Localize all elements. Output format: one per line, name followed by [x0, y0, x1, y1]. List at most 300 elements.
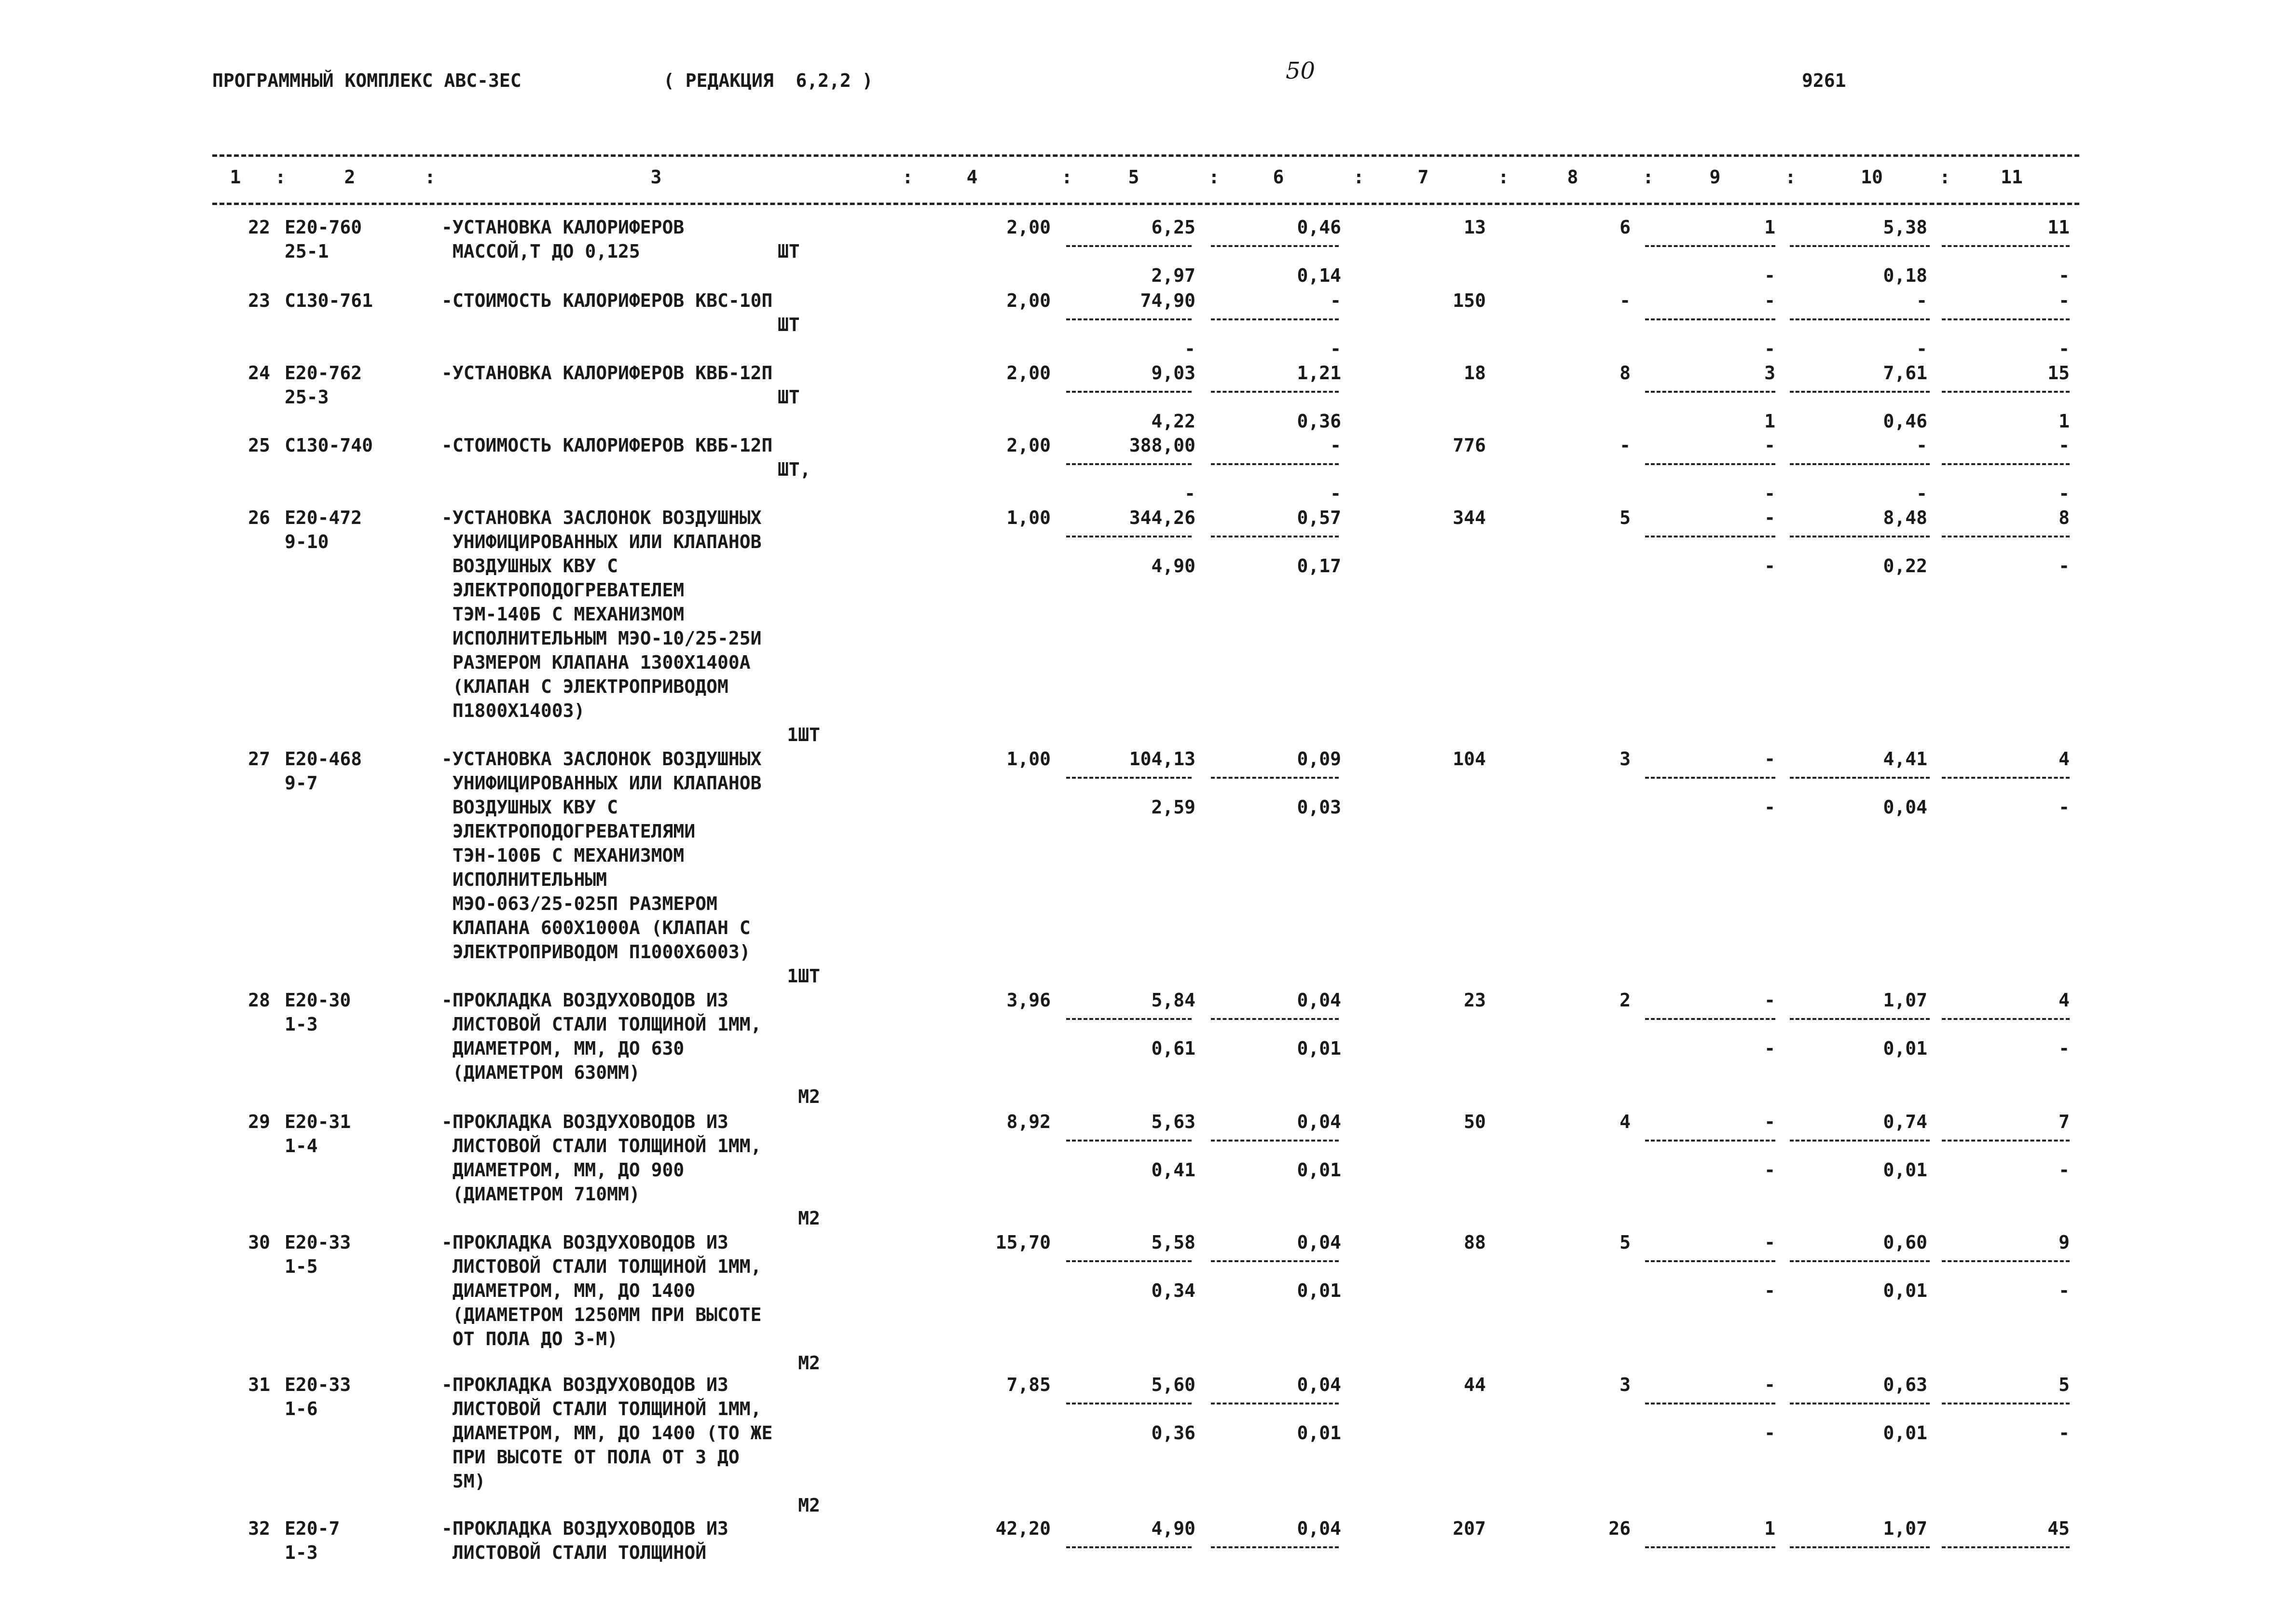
unit-cost-value: 5,58 [1151, 1232, 1195, 1253]
value-underline [1066, 536, 1192, 537]
work-description: ИСПОЛНИТЕЛЬНЫМ МЭО-10/25-25И [441, 628, 762, 649]
labor-sub-value: 0,18 [1883, 265, 1927, 286]
labor-total-sub-value: - [2059, 1038, 2070, 1059]
labor-total-value: 11 [2047, 217, 2070, 238]
unit-label: ШТ [778, 386, 800, 408]
value-underline [1790, 1260, 1930, 1262]
value-underline [1942, 1140, 2070, 1142]
machine-wage-value: - [1764, 435, 1775, 456]
column-header-7: 7 [1417, 166, 1429, 188]
unit-wage-value: 4,22 [1151, 411, 1195, 432]
work-description: ИСПОЛНИТЕЛЬНЫМ [441, 869, 607, 890]
quantity-value: 2,00 [1006, 435, 1051, 456]
value-underline [1790, 463, 1930, 465]
wage-value: 8 [1620, 362, 1631, 384]
labor-total-value: 9 [2059, 1232, 2070, 1253]
work-description: ЛИСТОВОЙ СТАЛИ ТОЛЩИНОЙ 1ММ, [441, 1256, 762, 1277]
labor-value: 5,38 [1883, 217, 1927, 238]
column-separator: : [1353, 166, 1364, 188]
unit-wage-value: 0,36 [1151, 1422, 1195, 1444]
unit-label: ШТ [778, 314, 800, 335]
machine-wage-sub-value: - [1764, 1038, 1775, 1059]
norm-code: Е20-472 [285, 507, 362, 528]
norm-code: Е20-33 [285, 1374, 351, 1395]
unit-label: М2 [798, 1086, 820, 1107]
machine-cost-value: - [1330, 435, 1341, 456]
labor-value: 8,48 [1883, 507, 1927, 528]
work-description: ДИАМЕТРОМ, ММ, ДО 1400 (ТО ЖЕ [441, 1422, 773, 1444]
machine-wage-unit-value: - [1330, 338, 1341, 359]
machine-wage-sub-value: - [1764, 1159, 1775, 1181]
column-separator: : [1061, 166, 1072, 188]
edition-label: ( РЕДАКЦИЯ 6,2,2 ) [663, 70, 873, 91]
value-underline [1645, 536, 1775, 537]
value-underline [1211, 463, 1339, 465]
work-description: КЛАПАНА 600Х1000А (КЛАПАН С [441, 917, 751, 938]
unit-wage-value: 4,90 [1151, 555, 1195, 577]
total-cost-value: 44 [1464, 1374, 1486, 1395]
machine-wage-sub-value: 1 [1764, 411, 1775, 432]
labor-total-value: 4 [2059, 748, 2070, 770]
machine-wage-value: 1 [1764, 217, 1775, 238]
value-underline [1942, 1260, 2070, 1262]
work-description: ЛИСТОВОЙ СТАЛИ ТОЛЩИНОЙ [441, 1542, 707, 1563]
unit-cost-value: 5,60 [1151, 1374, 1195, 1395]
column-header-1: 1 [230, 166, 241, 188]
value-underline [1211, 1140, 1339, 1142]
unit-wage-value: 0,61 [1151, 1038, 1195, 1059]
labor-value: 1,07 [1883, 990, 1927, 1011]
machine-wage-unit-value: 0,14 [1297, 265, 1341, 286]
work-description: -ПРОКЛАДКА ВОЗДУХОВОДОВ ИЗ [441, 990, 728, 1011]
wage-value: 6 [1620, 217, 1631, 238]
column-header-10: 10 [1861, 166, 1883, 188]
machine-wage-value: 1 [1764, 1518, 1775, 1539]
value-underline [1942, 391, 2070, 393]
unit-label: 1ШТ [787, 965, 820, 987]
quantity-value: 2,00 [1006, 362, 1051, 384]
column-header-3: 3 [650, 166, 662, 188]
column-header-2: 2 [344, 166, 356, 188]
work-description: (ДИАМЕТРОМ 710ММ) [441, 1184, 640, 1205]
value-underline [1211, 391, 1339, 393]
machine-wage-value: - [1764, 290, 1775, 311]
unit-cost-value: 344,26 [1129, 507, 1195, 528]
row-number: 28 [248, 990, 270, 1011]
value-underline [1942, 318, 2070, 320]
work-description: (ДИАМЕТРОМ 1250ММ ПРИ ВЫСОТЕ [441, 1304, 762, 1325]
column-separator: : [1643, 166, 1654, 188]
total-cost-value: 50 [1464, 1111, 1486, 1132]
work-description: ОТ ПОЛА ДО 3-М) [441, 1328, 618, 1349]
row-number: 32 [248, 1518, 270, 1539]
machine-wage-unit-value: - [1330, 483, 1341, 504]
machine-wage-unit-value: 0,01 [1297, 1159, 1341, 1181]
program-title: ПРОГРАММНЫЙ КОМПЛЕКС АВС-3ЕС [212, 70, 522, 91]
value-underline [1066, 777, 1192, 779]
norm-subcode: 9-10 [285, 531, 329, 552]
value-underline [1211, 536, 1339, 537]
norm-code: Е20-31 [285, 1111, 351, 1132]
work-description: ЛИСТОВОЙ СТАЛИ ТОЛЩИНОЙ 1ММ, [441, 1398, 762, 1419]
wage-value: 5 [1620, 1232, 1631, 1253]
labor-sub-value: 0,22 [1883, 555, 1927, 577]
quantity-value: 1,00 [1006, 748, 1051, 770]
labor-value: 4,41 [1883, 748, 1927, 770]
total-cost-value: 23 [1464, 990, 1486, 1011]
value-underline [1211, 1403, 1339, 1404]
work-description: -СТОИМОСТЬ КАЛОРИФЕРОВ КВБ-12П [441, 435, 773, 456]
value-underline [1942, 777, 2070, 779]
column-separator: : [1498, 166, 1509, 188]
labor-total-value: - [2059, 290, 2070, 311]
work-description: -ПРОКЛАДКА ВОЗДУХОВОДОВ ИЗ [441, 1111, 728, 1132]
quantity-value: 42,20 [995, 1518, 1051, 1539]
quantity-value: 2,00 [1006, 290, 1051, 311]
value-underline [1066, 1546, 1192, 1548]
column-header-6: 6 [1273, 166, 1284, 188]
machine-wage-value: - [1764, 990, 1775, 1011]
quantity-value: 7,85 [1006, 1374, 1051, 1395]
work-description: (ДИАМЕТРОМ 630ММ) [441, 1062, 640, 1083]
unit-label: М2 [798, 1495, 820, 1516]
labor-total-value: 8 [2059, 507, 2070, 528]
work-description: ДИАМЕТРОМ, ММ, ДО 1400 [441, 1280, 696, 1301]
column-header-9: 9 [1709, 166, 1721, 188]
machine-wage-value: - [1764, 1374, 1775, 1395]
quantity-value: 2,00 [1006, 217, 1051, 238]
document-code: 9261 [1802, 70, 1846, 91]
machine-wage-value: 3 [1764, 362, 1775, 384]
machine-cost-value: 0,04 [1297, 1232, 1341, 1253]
labor-sub-value: 0,01 [1883, 1159, 1927, 1181]
norm-subcode: 1-5 [285, 1256, 318, 1277]
column-separator: : [1208, 166, 1220, 188]
column-separator: : [1939, 166, 1950, 188]
work-description: (КЛАПАН С ЭЛЕКТРОПРИВОДОМ [441, 676, 728, 697]
row-number: 27 [248, 748, 270, 770]
labor-total-value: 15 [2047, 362, 2070, 384]
unit-cost-value: 4,90 [1151, 1518, 1195, 1539]
machine-cost-value: 0,04 [1297, 1111, 1341, 1132]
norm-subcode: 1-4 [285, 1135, 318, 1156]
work-description: ЛИСТОВОЙ СТАЛИ ТОЛЩИНОЙ 1ММ, [441, 1135, 762, 1156]
total-cost-value: 150 [1453, 290, 1486, 311]
value-underline [1790, 777, 1930, 779]
labor-total-sub-value: - [2059, 555, 2070, 577]
value-underline [1942, 1403, 2070, 1404]
row-number: 31 [248, 1374, 270, 1395]
labor-value: - [1916, 290, 1927, 311]
labor-total-sub-value: - [2059, 1422, 2070, 1444]
work-description: -СТОИМОСТЬ КАЛОРИФЕРОВ КВС-10П [441, 290, 773, 311]
wage-value: - [1620, 435, 1631, 456]
work-description: МЭО-063/25-025П РАЗМЕРОМ [441, 893, 717, 914]
norm-code: Е20-762 [285, 362, 362, 384]
machine-wage-sub-value: - [1764, 338, 1775, 359]
work-description: УНИФИЦИРОВАННЫХ ИЛИ КЛАПАНОВ [441, 772, 762, 794]
labor-total-value: 4 [2059, 990, 2070, 1011]
unit-wage-value: 0,41 [1151, 1159, 1195, 1181]
quantity-value: 3,96 [1006, 990, 1051, 1011]
value-underline [1066, 1140, 1192, 1142]
machine-wage-sub-value: - [1764, 1280, 1775, 1301]
value-underline [1645, 1018, 1775, 1020]
value-underline [1211, 777, 1339, 779]
wage-value: - [1620, 290, 1631, 311]
work-description: -УСТАНОВКА ЗАСЛОНОК ВОЗДУШНЫХ [441, 748, 762, 770]
value-underline [1790, 318, 1930, 320]
unit-label: ШТ [778, 241, 800, 262]
labor-total-sub-value: - [2059, 1159, 2070, 1181]
value-underline [1645, 318, 1775, 320]
norm-code: Е20-7 [285, 1518, 340, 1539]
column-header-5: 5 [1128, 166, 1140, 188]
machine-cost-value: 0,57 [1297, 507, 1341, 528]
machine-wage-unit-value: 0,01 [1297, 1422, 1341, 1444]
norm-subcode: 9-7 [285, 772, 318, 794]
quantity-value: 15,70 [995, 1232, 1051, 1253]
value-underline [1066, 463, 1192, 465]
value-underline [1790, 391, 1930, 393]
work-description: -ПРОКЛАДКА ВОЗДУХОВОДОВ ИЗ [441, 1232, 728, 1253]
machine-wage-sub-value: - [1764, 797, 1775, 818]
unit-label: М2 [798, 1208, 820, 1229]
norm-subcode: 1-3 [285, 1014, 318, 1035]
labor-sub-value: 0,04 [1883, 797, 1927, 818]
labor-total-sub-value: - [2059, 1280, 2070, 1301]
machine-wage-sub-value: - [1764, 1422, 1775, 1444]
work-description: ЭЛЕКТРОПОДОГРЕВАТЕЛЕМ [441, 579, 685, 601]
value-underline [1942, 1546, 2070, 1548]
value-underline [1066, 1403, 1192, 1404]
column-separator: : [1785, 166, 1796, 188]
norm-code: С130-761 [285, 290, 373, 311]
unit-wage-value: 2,59 [1151, 797, 1195, 818]
value-underline [1066, 1260, 1192, 1262]
norm-subcode: 1-6 [285, 1398, 318, 1419]
work-description: ЭЛЕКТРОПРИВОДОМ П1000Х6003) [441, 941, 751, 963]
unit-wage-value: - [1184, 483, 1195, 504]
norm-code: Е20-30 [285, 990, 351, 1011]
value-underline [1942, 1018, 2070, 1020]
page-number: 50 [1286, 57, 1316, 84]
labor-value: 0,63 [1883, 1374, 1927, 1395]
labor-sub-value: - [1916, 483, 1927, 504]
row-number: 22 [248, 217, 270, 238]
machine-wage-unit-value: 0,01 [1297, 1038, 1341, 1059]
machine-cost-value: 0,04 [1297, 1518, 1341, 1539]
unit-cost-value: 9,03 [1151, 362, 1195, 384]
unit-wage-value: 0,34 [1151, 1280, 1195, 1301]
labor-sub-value: 0,01 [1883, 1038, 1927, 1059]
machine-wage-value: - [1764, 1111, 1775, 1132]
work-description: -УСТАНОВКА КАЛОРИФЕРОВ КВБ-12П [441, 362, 773, 384]
machine-cost-value: 0,04 [1297, 990, 1341, 1011]
labor-value: 7,61 [1883, 362, 1927, 384]
machine-cost-value: - [1330, 290, 1341, 311]
total-cost-value: 104 [1453, 748, 1486, 770]
work-description: -ПРОКЛАДКА ВОЗДУХОВОДОВ ИЗ [441, 1518, 728, 1539]
column-header-8: 8 [1567, 166, 1579, 188]
value-underline [1942, 463, 2070, 465]
total-cost-value: 776 [1453, 435, 1486, 456]
value-underline [1645, 463, 1775, 465]
row-number: 25 [248, 435, 270, 456]
value-underline [1645, 245, 1775, 247]
row-number: 26 [248, 507, 270, 528]
column-separator: : [425, 166, 436, 188]
labor-sub-value: 0,01 [1883, 1280, 1927, 1301]
machine-cost-value: 0,46 [1297, 217, 1341, 238]
machine-wage-unit-value: 0,03 [1297, 797, 1341, 818]
column-separator: : [275, 166, 286, 188]
work-description: РАЗМЕРОМ КЛАПАНА 1300Х1400А [441, 652, 751, 673]
labor-total-value: 45 [2047, 1518, 2070, 1539]
work-description: П1800Х14003) [441, 700, 585, 721]
work-description: -УСТАНОВКА ЗАСЛОНОК ВОЗДУШНЫХ [441, 507, 762, 528]
unit-wage-value: - [1184, 338, 1195, 359]
quantity-value: 1,00 [1006, 507, 1051, 528]
machine-wage-sub-value: - [1764, 555, 1775, 577]
unit-cost-value: 5,84 [1151, 990, 1195, 1011]
work-description: ЭЛЕКТРОПОДОГРЕВАТЕЛЯМИ [441, 821, 696, 842]
wage-value: 3 [1620, 1374, 1631, 1395]
norm-code: С130-740 [285, 435, 373, 456]
labor-total-value: 7 [2059, 1111, 2070, 1132]
value-underline [1211, 1018, 1339, 1020]
labor-total-sub-value: - [2059, 483, 2070, 504]
labor-value: 0,60 [1883, 1232, 1927, 1253]
machine-wage-value: - [1764, 1232, 1775, 1253]
work-description: ЛИСТОВОЙ СТАЛИ ТОЛЩИНОЙ 1ММ, [441, 1014, 762, 1035]
column-header-11: 11 [2001, 166, 2023, 188]
row-number: 30 [248, 1232, 270, 1253]
work-description: МАССОЙ,Т ДО 0,125 [441, 241, 640, 262]
norm-subcode: 25-3 [285, 386, 329, 408]
unit-wage-value: 2,97 [1151, 265, 1195, 286]
value-underline [1790, 1403, 1930, 1404]
labor-total-sub-value: - [2059, 265, 2070, 286]
work-description: ДИАМЕТРОМ, ММ, ДО 900 [441, 1159, 685, 1181]
unit-cost-value: 6,25 [1151, 217, 1195, 238]
labor-total-value: - [2059, 435, 2070, 456]
value-underline [1942, 245, 2070, 247]
machine-cost-value: 0,04 [1297, 1374, 1341, 1395]
machine-wage-value: - [1764, 748, 1775, 770]
norm-code: Е20-468 [285, 748, 362, 770]
work-description: ВОЗДУШНЫХ КВУ С [441, 555, 618, 577]
machine-cost-value: 0,09 [1297, 748, 1341, 770]
labor-sub-value: - [1916, 338, 1927, 359]
unit-cost-value: 104,13 [1129, 748, 1195, 770]
work-description: ПРИ ВЫСОТЕ ОТ ПОЛА ОТ 3 ДО [441, 1446, 740, 1468]
labor-sub-value: 0,01 [1883, 1422, 1927, 1444]
quantity-value: 8,92 [1006, 1111, 1051, 1132]
value-underline [1790, 1018, 1930, 1020]
wage-value: 5 [1620, 507, 1631, 528]
machine-wage-sub-value: - [1764, 265, 1775, 286]
labor-total-value: 5 [2059, 1374, 2070, 1395]
value-underline [1645, 1140, 1775, 1142]
value-underline [1790, 245, 1930, 247]
unit-label: М2 [798, 1352, 820, 1374]
machine-wage-value: - [1764, 507, 1775, 528]
value-underline [1211, 245, 1339, 247]
unit-cost-value: 74,90 [1140, 290, 1195, 311]
work-description: -УСТАНОВКА КАЛОРИФЕРОВ [441, 217, 685, 238]
work-description: ДИАМЕТРОМ, ММ, ДО 630 [441, 1038, 685, 1059]
machine-cost-value: 1,21 [1297, 362, 1341, 384]
norm-code: Е20-33 [285, 1232, 351, 1253]
value-underline [1942, 536, 2070, 537]
total-cost-value: 344 [1453, 507, 1486, 528]
work-description: -ПРОКЛАДКА ВОЗДУХОВОДОВ ИЗ [441, 1374, 728, 1395]
value-underline [1211, 1546, 1339, 1548]
norm-subcode: 1-3 [285, 1542, 318, 1563]
value-underline [1645, 391, 1775, 393]
norm-subcode: 25-1 [285, 241, 329, 262]
row-number: 24 [248, 362, 270, 384]
norm-code: Е20-760 [285, 217, 362, 238]
total-cost-value: 88 [1464, 1232, 1486, 1253]
labor-value: 1,07 [1883, 1518, 1927, 1539]
wage-value: 2 [1620, 990, 1631, 1011]
value-underline [1790, 536, 1930, 537]
column-separator: : [902, 166, 913, 188]
work-description: ВОЗДУШНЫХ КВУ С [441, 797, 618, 818]
machine-wage-unit-value: 0,17 [1297, 555, 1341, 577]
value-underline [1211, 1260, 1339, 1262]
machine-wage-unit-value: 0,01 [1297, 1280, 1341, 1301]
value-underline [1211, 318, 1339, 320]
labor-total-sub-value: - [2059, 338, 2070, 359]
value-underline [1645, 777, 1775, 779]
row-number: 23 [248, 290, 270, 311]
value-underline [1066, 318, 1192, 320]
machine-wage-sub-value: - [1764, 483, 1775, 504]
value-underline [1645, 1546, 1775, 1548]
value-underline [1066, 245, 1192, 247]
labor-total-sub-value: - [2059, 797, 2070, 818]
work-description: 5М) [441, 1471, 486, 1492]
unit-label: 1ШТ [787, 724, 820, 745]
value-underline [1066, 1018, 1192, 1020]
value-underline [1790, 1140, 1930, 1142]
work-description: ТЭМ-140Б С МЕХАНИЗМОМ [441, 604, 685, 625]
labor-sub-value: 0,46 [1883, 411, 1927, 432]
machine-wage-unit-value: 0,36 [1297, 411, 1341, 432]
total-cost-value: 18 [1464, 362, 1486, 384]
value-underline [1645, 1260, 1775, 1262]
labor-value: - [1916, 435, 1927, 456]
total-cost-value: 13 [1464, 217, 1486, 238]
work-description: ТЭН-100Б С МЕХАНИЗМОМ [441, 845, 685, 866]
work-description: УНИФИЦИРОВАННЫХ ИЛИ КЛАПАНОВ [441, 531, 762, 552]
unit-cost-value: 5,63 [1151, 1111, 1195, 1132]
labor-total-sub-value: 1 [2059, 411, 2070, 432]
total-cost-value: 207 [1453, 1518, 1486, 1539]
unit-cost-value: 388,00 [1129, 435, 1195, 456]
labor-value: 0,74 [1883, 1111, 1927, 1132]
table-header-rule [212, 203, 2079, 205]
row-number: 29 [248, 1111, 270, 1132]
column-header-4: 4 [966, 166, 978, 188]
wage-value: 3 [1620, 748, 1631, 770]
value-underline [1790, 1546, 1930, 1548]
unit-label: ШТ, [778, 459, 811, 480]
value-underline [1645, 1403, 1775, 1404]
